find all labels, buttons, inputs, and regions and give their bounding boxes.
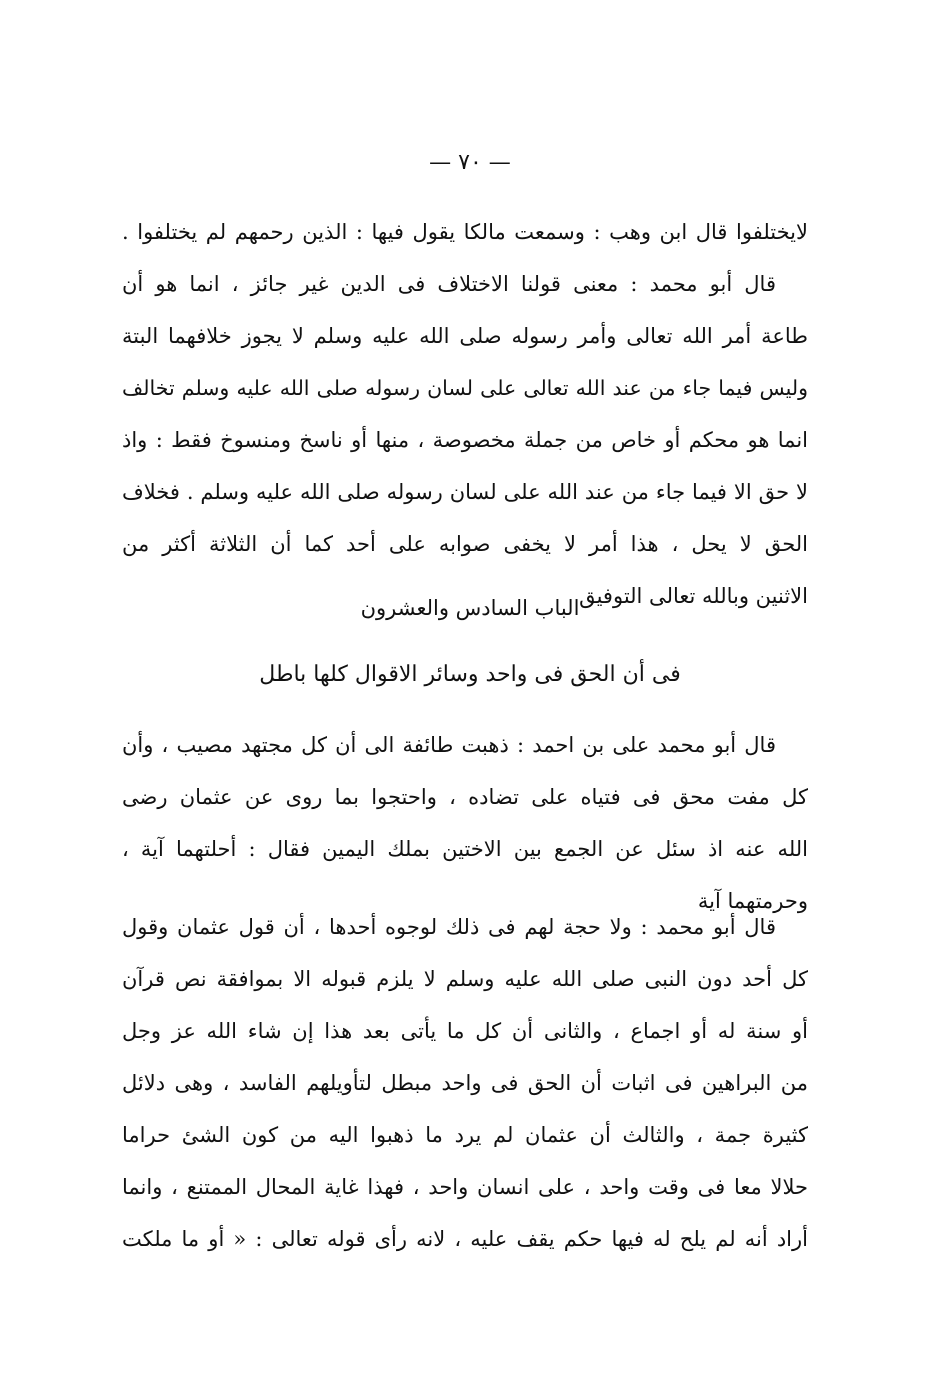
- text-line: وحرمتهما آية: [697, 889, 808, 913]
- text-line: كثيرة جمة ، والثالث أن عثمان لم يرد ما ذهبوا اليه من كون الشئ حراما: [122, 1123, 808, 1147]
- text-line: من البراهين فى اثبات أن الحق فى واحد مبطل لتأويلهم الفاسد ، وهى دلائل: [122, 1071, 808, 1095]
- text-line: الله عنه اذ سئل عن الجمع بين الاختين بملك اليمين فقال : أحلتهما آية ،: [122, 837, 808, 861]
- text-line: وليس فيما جاء من عند الله تعالى على لسان رسوله صلى الله عليه وسلم تخالف: [122, 376, 808, 400]
- text-line: قال أبو محمد على بن احمد : ذهبت طائفة الى أن كل مجتهد مصيب ، وأن: [122, 733, 776, 757]
- text-line: لا حق الا فيما جاء من عند الله على لسان رسوله صلى الله عليه وسلم . فخلاف: [122, 480, 808, 504]
- text-line: كل مفت محق فى فتياه على تضاده ، واحتجوا بما روى عن عثمان رضى: [122, 785, 808, 809]
- text-line: انما هو محكم أو خاص من جملة مخصوصة ، منها أو ناسخ ومنسوخ فقط : واذ: [122, 428, 808, 452]
- paragraph-block-a: [122, 206, 808, 622]
- text-line: قال أبو محمد : معنى قولنا الاختلاف فى الدين غير جائز ، انما هو أن: [122, 272, 776, 296]
- text-line: قال أبو محمد : ولا حجة لهم فى ذلك لوجوه أحدها ، أن قول عثمان وقول: [122, 915, 776, 939]
- text-line: الاثنين وبالله تعالى التوفيق: [579, 584, 808, 608]
- text-line: لايختلفوا قال ابن وهب : وسمعت مالكا يقول فيها : الذين رحمهم لم يختلفوا .: [122, 220, 808, 244]
- text-line: طاعة أمر الله تعالى وأمر رسوله صلى الله عليه وسلم لا يجوز خلافهما البتة: [122, 324, 808, 348]
- chapter-subheading: فى أن الحق فى واحد وسائر الاقوال كلها باطل: [259, 662, 681, 687]
- chapter-heading: الباب السادس والعشرون: [360, 596, 580, 620]
- page-number: — ٧٠ —: [429, 150, 511, 175]
- paragraph-block-b: [122, 719, 808, 927]
- text-line: أو سنة له أو اجماع ، والثانى أن كل ما يأتى بعد هذا إن شاء الله عز وجل: [122, 1019, 808, 1043]
- text-line: حلالا معا فى وقت واحد ، على انسان واحد ، فهذا غاية المحال الممتنع ، وانما: [122, 1175, 808, 1199]
- text-line: أراد أنه لم يلح له فيها حكم يقف عليه ، لانه رأى قوله تعالى : « أو ما ملكت: [122, 1227, 808, 1251]
- paragraph-block-c: [122, 901, 808, 1265]
- text-line: الحق لا يحل ، هذا أمر لا يخفى صوابه على أحد كما أن الثلاثة أكثر من: [122, 532, 808, 556]
- text-line: كل أحد دون النبى صلى الله عليه وسلم لا يلزم قبوله الا بموافقة نص قرآن: [122, 967, 808, 991]
